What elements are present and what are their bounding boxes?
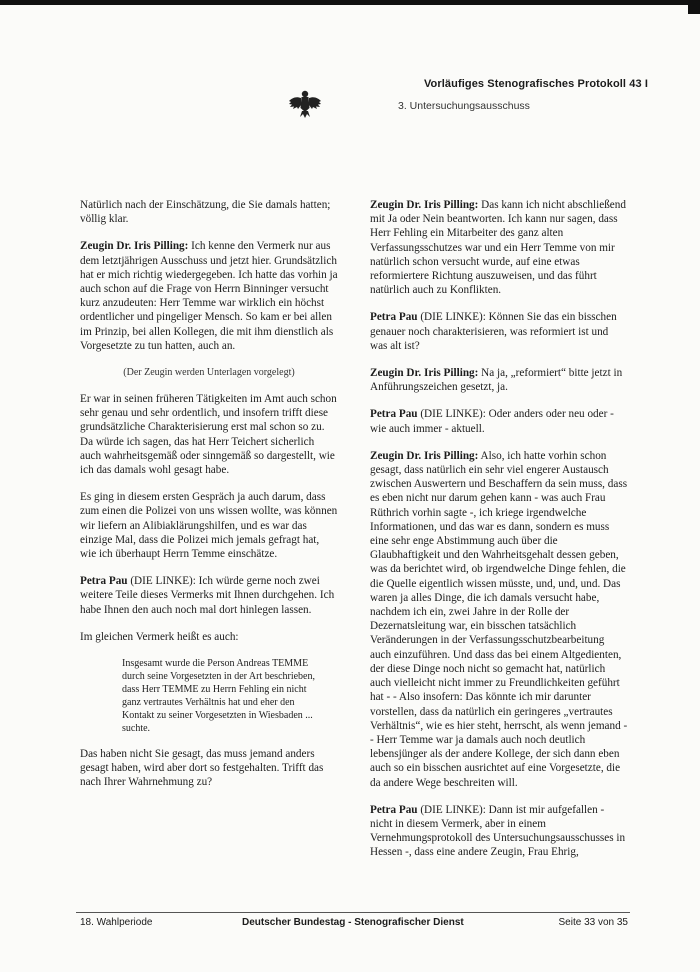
speaker-name: Petra Pau bbox=[370, 311, 418, 324]
paragraph: Im gleichen Vermerk heißt es auch: bbox=[80, 630, 239, 643]
scan-corner-edge bbox=[688, 0, 700, 14]
paragraph bbox=[80, 239, 338, 353]
paragraph bbox=[370, 407, 628, 435]
paragraph bbox=[370, 310, 628, 353]
left-column bbox=[80, 198, 338, 803]
statement-text: Das kann ich nicht abschließend mit Ja oder Nein beantworten. Ich kann nur sagen, dass Herr Fehling ein Mitarbeiter des ganz alten Verfassungsschutzes war und ein Herr Temme von mir natürlich schon versucht wurde, auf eine etwas reformiertere Richtung auszuweisen, und das führt natürlich auch zu Konflikten. bbox=[370, 199, 626, 297]
paragraph bbox=[370, 198, 628, 297]
page-number: Seite 33 von 35 bbox=[558, 917, 628, 928]
speaker-name: Zeugin Dr. Iris Pilling: bbox=[370, 449, 479, 462]
statement-text: (DIE LINKE): Können Sie das ein bisschen genauer noch charakterisieren, was reformiert ist und was alt ist? bbox=[370, 311, 617, 352]
speaker-name: Petra Pau bbox=[370, 803, 418, 816]
right-column bbox=[370, 198, 628, 873]
paragraph: Es ging in diesem ersten Gespräch ja auch darum, dass zum einen die Polizei von uns wissen wollte, was können wir liefern an Alibiaklärungshilfen, und es war das einzige Mal, dass die Polizei mich jemals gefragt hat, wie ich überhaupt Herrn Temme einschätze. bbox=[80, 491, 338, 561]
paragraph: Er war in seinen früheren Tätigkeiten im Amt auch schon sehr genau und sehr ordentlich, und insofern trifft diese grundsätzliche Charakterisierung erst mal schon so zu. Da würde ich sagen, das hat Herr Teichert sicherlich auch wahrheitsgemäß oder sinngemäß so dargestellt, wie ich das damals wohl gesagt habe. bbox=[80, 393, 337, 477]
scan-top-edge bbox=[0, 0, 700, 5]
block-quote: Insgesamt wurde die Person Andreas TEMME durch seine Vorgesetzten in der Art beschrieben, dass Herr TEMME zu Herrn Fehling ein nicht ganz vertrautes Verhältnis hat und eher den Kontakt zu seiner Vorgesetzten in Wiesbaden ... suchte. bbox=[122, 658, 315, 735]
statement-text: Ich kenne den Vermerk nur aus dem letztjährigen Ausschuss und jetzt hier. Grundsätzlich hat er mich richtig wiedergegeben. Ich hatte das vorhin ja auch schon auf die Frage von Herrn Binninger versucht kurz anzudeuten: Herr Temme war wirklich ein höchst ordentlicher und pingeliger Mensch. So kam er bei allen im Prinzip, bei allen Kollegen, die mit ihm dienstlich als Vorgesetzte zu tun hatten, auch an. bbox=[80, 240, 338, 352]
statement-text: Also, ich hatte vorhin schon gesagt, dass natürlich ein sehr viel engerer Austausch zwischen Auswertern und Beschaffern da sein muss, dass es eben nicht nur darum gehen kann - was auch Frau Rüthrich vorhin sagte -, ich kriege irgendwelche Informationen, und das war es dann, sondern es muss eine sehr enge Abstimmung auch über die Glaubhaftigkeit und den Wahrheitsgehalt dessen geben, was da berichtet wird, ob irgendwelche Dinge fehlen, die die Quelle eigentlich wissen müsste, und, und, und. Das waren ja alles Dinge, die ich damals versucht habe, nachdem ich ein, zwei Jahre in der Rolle der Dezernatsleitung war, ein bisschen tatsächlich Veränderungen in der Verfassungsschutzbearbeitung auch einzuführen. Und dass das bei einem Altgedienten, der diese Dinge noch nicht so gemacht hat, natürlich auch vielleicht nicht immer zu Freundlichkeiten geführt hat - - Also insofern: Das könnte ich mir darunter vorstellen, dass da natürlich ein geringeres „vertrautes Verhältnis“, wie es hier steht, herrscht, als wenn jemand - - Herr Temme war ja damals auch noch deutlich lebensjünger als der andere Kollege, der sich dann eben auch so ein bisschen ausrichtet auf eine Vorgesetzte, die da andere Wege beschreiten will. bbox=[370, 449, 628, 789]
committee-name: 3. Untersuchungsausschuss bbox=[398, 100, 530, 112]
paragraph bbox=[370, 803, 628, 860]
speaker-name: Zeugin Dr. Iris Pilling: bbox=[370, 367, 479, 380]
stage-direction: (Der Zeugin werden Unterlagen vorgelegt) bbox=[123, 367, 295, 379]
speaker-name: Petra Pau bbox=[370, 408, 418, 421]
paragraph: Natürlich nach der Einschätzung, die Sie damals hatten; völlig klar. bbox=[80, 199, 331, 226]
paragraph bbox=[370, 366, 628, 394]
protocol-title: Vorläufiges Stenografisches Protokoll 43 I bbox=[423, 78, 648, 90]
statement-text: (DIE LINKE): Ich würde gerne noch zwei weitere Teile dieses Vermerks mit Ihnen durchgehen. Ich habe Ihnen den auch noch mal dort hinlegen lassen. bbox=[80, 575, 335, 616]
footer-divider bbox=[76, 912, 630, 913]
statement-text: (DIE LINKE): Dann ist mir aufgefallen - nicht in diesem Vermerk, aber in einem Vernehmungsprotokoll des Untersuchungsausschusses in Hessen -, dass eine andere Zeugin, Frau Ehrig, bbox=[370, 803, 626, 859]
footer-publisher: Deutscher Bundestag - Stenografischer Dienst bbox=[242, 917, 464, 928]
speaker-name: Petra Pau bbox=[80, 575, 128, 588]
speaker-name: Zeugin Dr. Iris Pilling: bbox=[370, 199, 479, 211]
speaker-name: Zeugin Dr. Iris Pilling: bbox=[80, 240, 189, 253]
paragraph: Das haben nicht Sie gesagt, das muss jemand anders gesagt haben, wird aber dort so festgehalten. Trifft das nach Ihrer Wahrnehmung zu? bbox=[80, 748, 324, 789]
paragraph bbox=[80, 574, 338, 617]
statement-text: Na ja, „reformiert“ bitte jetzt in Anführungszeichen gesetzt, ja. bbox=[370, 367, 623, 394]
federal-eagle-icon bbox=[288, 86, 322, 120]
footer-legislative-period: 18. Wahlperiode bbox=[80, 917, 153, 928]
statement-text: (DIE LINKE): Oder anders oder neu oder - wie auch immer - aktuell. bbox=[370, 408, 614, 435]
paragraph bbox=[370, 449, 628, 790]
